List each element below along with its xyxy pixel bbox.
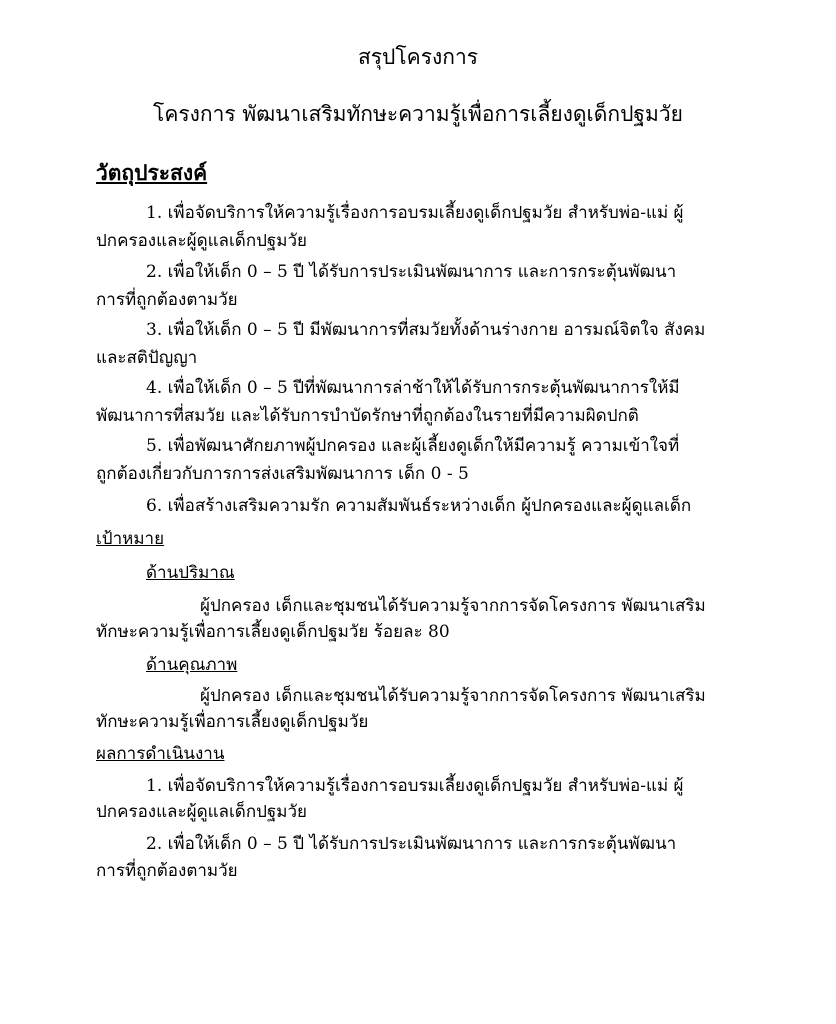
result-1-line-2: ปกครองและผู้ดูแลเด็กปฐมวัย: [96, 802, 308, 822]
quantity-line-2: ทักษะความรู้เพื่อการเลี้ยงดูเด็กปฐมวัย ร้อยละ 80: [96, 622, 450, 642]
quality-line-2: ทักษะความรู้เพื่อการเลี้ยงดูเด็กปฐมวัย: [96, 712, 369, 732]
project-name: โครงการ พัฒนาเสริมทักษะความรู้เพื่อการเลี้ยงดูเด็กปฐมวัย: [153, 102, 683, 126]
objective-2-line-2: การที่ถูกต้องตามวัย: [96, 290, 238, 310]
quantity-line-1: ผู้ปกครอง เด็กและชุมชนได้รับความรู้จากการจัดโครงการ พัฒนาเสริม: [200, 596, 706, 616]
results-heading: ผลการดำเนินงาน: [96, 744, 225, 764]
result-2-line-1: 2. เพื่อให้เด็ก 0 – 5 ปี ได้รับการประเมินพัฒนาการ และการกระตุ้นพัฒนา: [146, 834, 677, 854]
objectives-heading: วัตถุประสงค์: [96, 160, 208, 185]
result-2-line-2: การที่ถูกต้องตามวัย: [96, 861, 238, 881]
objective-4-line-1: 4. เพื่อให้เด็ก 0 – 5 ปีที่พัฒนาการล่าช้าให้ได้รับการกระตุ้นพัฒนาการให้มี: [146, 378, 680, 398]
result-1-line-1: 1. เพื่อจัดบริการให้ความรู้เรื่องการอบรมเลี้ยงดูเด็กปฐมวัย สำหรับพ่อ-แม่ ผู้: [146, 776, 684, 796]
objective-1-line-1: 1. เพื่อจัดบริการให้ความรู้เรื่องการอบรมเลี้ยงดูเด็กปฐมวัย สำหรับพ่อ-แม่ ผู้: [146, 203, 684, 223]
quality-heading: ด้านคุณภาพ: [146, 655, 238, 675]
objective-3-line-1: 3. เพื่อให้เด็ก 0 – 5 ปี มีพัฒนาการที่สมวัยทั้งด้านร่างกาย อารมณ์จิตใจ สังคม: [146, 320, 706, 340]
quality-line-1: ผู้ปกครอง เด็กและชุมชนได้รับความรู้จากการจัดโครงการ พัฒนาเสริม: [200, 686, 706, 706]
objective-2-line-1: 2. เพื่อให้เด็ก 0 – 5 ปี ได้รับการประเมินพัฒนาการ และการกระตุ้นพัฒนา: [146, 262, 677, 282]
objective-5-line-1: 5. เพื่อพัฒนาศักยภาพผู้ปกครอง และผู้เลี้ยงดูเด็กให้มีความรู้ ความเข้าใจที่: [146, 436, 680, 456]
objective-3-line-2: และสติปัญญา: [96, 348, 198, 368]
objective-4-line-2: พัฒนาการที่สมวัย และได้รับการบำบัดรักษาที่ถูกต้องในรายที่มีความผิดปกติ: [96, 406, 639, 426]
objective-1-line-2: ปกครองและผู้ดูแลเด็กปฐมวัย: [96, 231, 308, 251]
objective-6-line-1: 6. เพื่อสร้างเสริมความรัก ความสัมพันธ์ระหว่างเด็ก ผู้ปกครองและผู้ดูแลเด็ก: [146, 496, 692, 516]
quantity-heading: ด้านปริมาณ: [146, 563, 235, 583]
objective-5-line-2: ถูกต้องเกี่ยวกับการการส่งเสริมพัฒนาการ เด็ก 0 - 5: [96, 464, 469, 484]
targets-heading: เป้าหมาย: [96, 529, 165, 549]
document-title: สรุปโครงการ: [357, 45, 479, 69]
